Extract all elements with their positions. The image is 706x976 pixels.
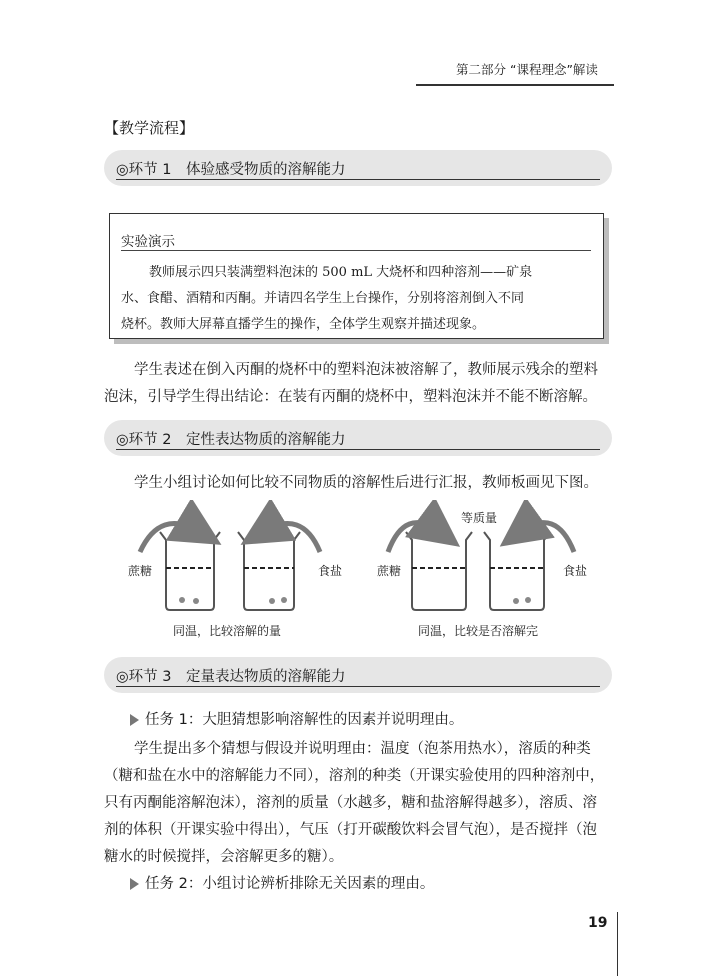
page-number: 19	[588, 915, 608, 931]
sediment-dot	[525, 597, 531, 603]
pour-arrow-right	[262, 524, 320, 552]
section-3-title: ◎环节 3 定量表达物质的溶解能力	[116, 669, 346, 685]
beaker-figure	[0, 500, 706, 650]
sediment-dot	[179, 597, 185, 603]
paragraph-line: 学生提出多个猜想与假设并说明理由：温度（泡茶用热水），溶质的种类	[134, 741, 591, 757]
task-1-text: 任务 1：大胆猜想影响溶解性的因素并说明理由。	[145, 712, 464, 728]
section-1-rule	[116, 179, 600, 180]
pour-arrow-left	[140, 524, 200, 552]
beaker-left-2	[238, 532, 300, 610]
sediment-dot	[513, 598, 519, 604]
sediment-dot	[193, 598, 199, 604]
paragraph-line: 只有丙酮能溶解泡沫），溶剂的质量（水越多，糖和盐溶解得越多），溶质、溶	[104, 795, 597, 811]
demo-line: 教师展示四只装满塑料泡沫的 500 mL 大烧杯和四种溶剂——矿泉	[149, 265, 533, 280]
arrow-right-icon	[130, 878, 139, 890]
demo-title: 实验演示	[121, 234, 175, 250]
figure-caption: 同温，比较是否溶解完	[418, 624, 539, 638]
arrow-right-icon	[130, 714, 139, 726]
page-number-rule	[617, 912, 618, 976]
running-header: 第二部分 “课程理念”解读	[456, 62, 598, 77]
section-2-title: ◎环节 2 定性表达物质的溶解能力	[116, 432, 346, 448]
demo-line: 烧杯。教师大屏幕直播学生的操作，全体学生观察并描述现象。	[121, 317, 486, 332]
section-3-rule	[116, 686, 600, 687]
task-1	[130, 708, 463, 729]
demo-rule	[121, 250, 591, 251]
paragraph-line: 学生小组讨论如何比较不同物质的溶解性后进行汇报，教师板画见下图。	[134, 475, 598, 491]
label-salt: 食盐	[563, 564, 588, 578]
paragraph-line: 剂的体积（开课实验中得出），气压（打开碳酸饮料会冒气泡），是否搅拌（泡	[104, 822, 597, 838]
section-2-rule	[116, 449, 600, 450]
header-rule	[416, 84, 614, 86]
paragraph-line: 泡沫，引导学生得出结论：在装有丙酮的烧杯中，塑料泡沫并不能不断溶解。	[104, 389, 597, 405]
beaker-left-1	[160, 532, 220, 610]
task-2-text: 任务 2：小组讨论辨析排除无关因素的理由。	[145, 876, 435, 892]
label-equal-mass: 等质量	[461, 511, 498, 525]
paragraph-line: 糖水的时候搅拌，会溶解更多的糖）。	[104, 849, 344, 865]
section-1-title: ◎环节 1 体验感受物质的溶解能力	[116, 162, 346, 178]
label-sucrose: 蔗糖	[128, 564, 153, 578]
sediment-dot	[269, 598, 275, 604]
flow-heading: 【教学流程】	[104, 119, 195, 137]
sediment-dot	[281, 597, 287, 603]
task-2	[130, 872, 434, 893]
label-salt: 食盐	[318, 564, 343, 578]
beaker-right-1	[406, 532, 472, 610]
pour-arrow-left	[388, 523, 440, 552]
paragraph-line: （糖和盐在水中的溶解能力不同），溶剂的种类（开课实验使用的四种溶剂中，	[104, 768, 605, 784]
paragraph-line: 学生表述在倒入丙酮的烧杯中的塑料泡沫被溶解了，教师展示残余的塑料	[134, 362, 598, 378]
demo-line: 水、食醋、酒精和丙酮。并请四名学生上台操作，分别将溶剂倒入不同	[121, 291, 525, 306]
label-sucrose: 蔗糖	[377, 564, 402, 578]
figure-caption: 同温，比较溶解的量	[173, 624, 282, 638]
